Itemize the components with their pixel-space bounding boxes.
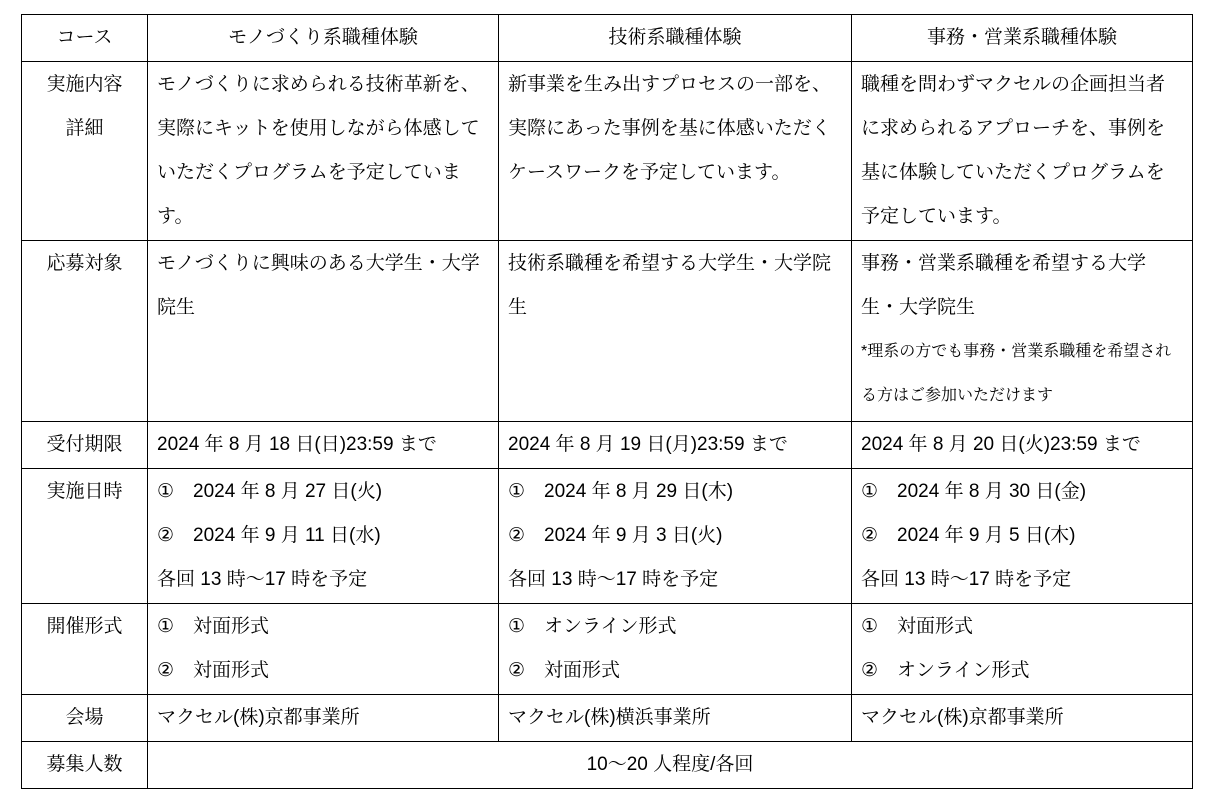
- format-monozukuri: [148, 604, 499, 695]
- schedule-item-1: ① 2024 年 8 月 30 日(金): [861, 481, 1087, 502]
- format-item-1: ① 対面形式: [861, 616, 974, 637]
- format-item-2: ② オンライン形式: [861, 660, 1030, 681]
- deadline-monozukuri: 2024 年 8 月 18 日(日)23:59 まで: [148, 422, 499, 469]
- format-item-1: ① オンライン形式: [508, 616, 677, 637]
- internship-course-table: [21, 14, 1193, 789]
- venue-sales-admin: マクセル(株)京都事業所: [852, 695, 1193, 742]
- details-label-line1: 実施内容: [46, 74, 123, 95]
- capacity-value: 10～20 人程度/各回: [148, 742, 1193, 789]
- column-header-monozukuri: モノづくり系職種体験: [148, 15, 499, 62]
- venue-engineering: マクセル(株)横浜事業所: [499, 695, 852, 742]
- deadline-engineering: 2024 年 8 月 19 日(月)23:59 まで: [499, 422, 852, 469]
- venue-row-label: 会場: [22, 695, 148, 742]
- format-row-label: 開催形式: [22, 604, 148, 695]
- format-engineering: [499, 604, 852, 695]
- target-sales-admin: [852, 241, 1193, 422]
- column-header-sales-admin: 事務・営業系職種体験: [852, 15, 1193, 62]
- details-monozukuri: モノづくりに求められる技術革新を、実際にキットを使用しながら体感していただくプログラムを予定しています。: [148, 62, 499, 241]
- schedule-item-2: ② 2024 年 9 月 3 日(火): [508, 525, 723, 546]
- course-header-label: コース: [22, 15, 148, 62]
- format-sales-admin: [852, 604, 1193, 695]
- format-item-2: ② 対面形式: [508, 660, 621, 681]
- venue-row: [22, 695, 1193, 742]
- details-label-line2: 詳細: [65, 118, 104, 139]
- target-row: [22, 241, 1193, 422]
- target-engineering: 技術系職種を希望する大学生・大学院生: [499, 241, 852, 422]
- format-row: [22, 604, 1193, 695]
- deadline-sales-admin: 2024 年 8 月 20 日(火)23:59 まで: [852, 422, 1193, 469]
- deadline-row-label: 受付期限: [22, 422, 148, 469]
- venue-monozukuri: マクセル(株)京都事業所: [148, 695, 499, 742]
- schedule-time-note: 各回 13 時～17 時を予定: [861, 569, 1072, 590]
- capacity-row: [22, 742, 1193, 789]
- target-row-label: 応募対象: [22, 241, 148, 422]
- schedule-sales-admin: [852, 469, 1193, 604]
- deadline-row: [22, 422, 1193, 469]
- details-sales-admin: 職種を問わずマクセルの企画担当者に求められるアプローチを、事例を基に体験していただくプログラムを予定しています。: [852, 62, 1193, 241]
- schedule-time-note: 各回 13 時～17 時を予定: [157, 569, 368, 590]
- format-item-1: ① 対面形式: [157, 616, 270, 637]
- header-row: [22, 15, 1193, 62]
- format-item-2: ② 対面形式: [157, 660, 270, 681]
- details-engineering: 新事業を生み出すプロセスの一部を、実際にあった事例を基に体感いただくケースワークを予定しています。: [499, 62, 852, 241]
- schedule-engineering: [499, 469, 852, 604]
- schedule-item-1: ① 2024 年 8 月 29 日(木): [508, 481, 734, 502]
- schedule-item-1: ① 2024 年 8 月 27 日(火): [157, 481, 383, 502]
- target-monozukuri: モノづくりに興味のある大学生・大学院生: [148, 241, 499, 422]
- details-row: [22, 62, 1193, 241]
- schedule-time-note: 各回 13 時～17 時を予定: [508, 569, 719, 590]
- schedule-row: [22, 469, 1193, 604]
- column-header-engineering: 技術系職種体験: [499, 15, 852, 62]
- schedule-monozukuri: [148, 469, 499, 604]
- details-row-label: [22, 62, 148, 241]
- capacity-row-label: 募集人数: [22, 742, 148, 789]
- target-sales-admin-text: 事務・営業系職種を希望する大学生・大学院生: [861, 253, 1147, 318]
- target-sales-admin-note: *理系の方でも事務・営業系職種を希望される方はご参加いただけます: [861, 343, 1172, 404]
- schedule-item-2: ② 2024 年 9 月 11 日(水): [157, 525, 381, 546]
- schedule-row-label: 実施日時: [22, 469, 148, 604]
- schedule-item-2: ② 2024 年 9 月 5 日(木): [861, 525, 1076, 546]
